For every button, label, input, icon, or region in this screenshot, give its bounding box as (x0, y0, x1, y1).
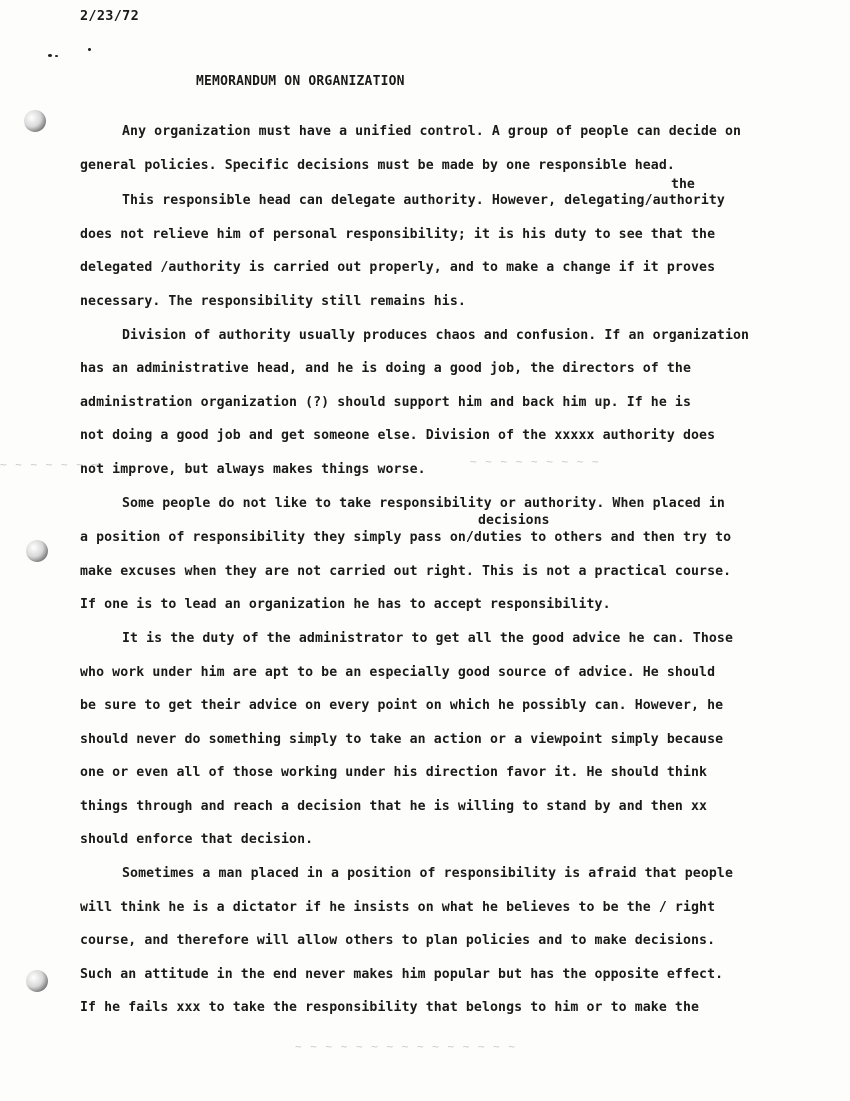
bleed-through-mark: ~ ~ ~ ~ ~ ~ ~ (0, 458, 100, 471)
text-line: should enforce that decision. (80, 832, 314, 847)
binder-hole-middle (26, 540, 48, 562)
text-line: be sure to get their advice on every point on which he possibly can. However, he (80, 698, 724, 713)
bleed-through-mark: ~ ~ ~ ~ ~ ~ ~ ~ ~ ~ ~ ~ ~ ~ ~ (295, 1040, 517, 1053)
text-line: Sometimes a man placed in a position of responsibility is afraid that people (122, 866, 734, 881)
text-line: If one is to lead an organization he has to accept responsibility. (80, 597, 611, 612)
text-line: course, and therefore will allow others to plan policies and to make decisions. (80, 933, 716, 948)
bleed-through-mark: ~ ~ ~ ~ ~ ~ ~ ~ ~ (470, 455, 600, 468)
text-line: who work under him are apt to be an especially good source of advice. He should (80, 665, 716, 680)
text-line: Such an attitude in the end never makes him popular but has the opposite effect. (80, 967, 724, 982)
text-line: Some people do not like to take responsibility or authority. When placed in (122, 496, 725, 511)
text-line: not doing a good job and get someone else. Division of the xxxxx authority does (80, 428, 716, 443)
text-line: Division of authority usually produces chaos and confusion. If an organization (122, 328, 750, 343)
text-line: should never do something simply to take an action or a viewpoint simply because (80, 732, 724, 747)
memo-title: MEMORANDUM ON ORGANIZATION (196, 74, 405, 89)
text-line: does not relieve him of personal responsibility; it is his duty to see that the (80, 227, 716, 242)
text-line: has an administrative head, and he is doing a good job, the directors of the (80, 361, 692, 376)
handwritten-insert: decisions (478, 513, 550, 528)
text-line: This responsible head can delegate authority. However, delegating/authority (122, 193, 725, 208)
text-line: If he fails xxx to take the responsibility that belongs to him or to make the (80, 1000, 700, 1015)
text-line: will think he is a dictator if he insists on what he believes to be the / right (80, 900, 716, 915)
binder-hole-bottom (26, 970, 48, 992)
text-line: make excuses when they are not carried out right. This is not a practical course. (80, 564, 732, 579)
ink-speck (55, 55, 58, 57)
binder-hole-top (24, 110, 46, 132)
text-line: not improve, but always makes things worse. (80, 462, 426, 477)
text-line: one or even all of those working under his direction favor it. He should think (80, 765, 708, 780)
text-line: a position of responsibility they simply pass on/duties to others and then try to (80, 530, 732, 545)
ink-speck (88, 48, 91, 51)
ink-speck (48, 54, 52, 57)
text-line: It is the duty of the administrator to get all the good advice he can. Those (122, 631, 734, 646)
memo-date: 2/23/72 (80, 8, 139, 24)
text-line: Any organization must have a unified control. A group of people can decide on (122, 124, 742, 139)
text-line: delegated /authority is carried out properly, and to make a change if it proves (80, 260, 716, 275)
text-line: things through and reach a decision that he is willing to stand by and then xx (80, 799, 708, 814)
handwritten-insert: the (671, 177, 695, 192)
text-line: necessary. The responsibility still remains his. (80, 294, 466, 309)
text-line: general policies. Specific decisions must be made by one responsible head. (80, 158, 675, 173)
text-line: administration organization (?) should support him and back him up. If he is (80, 395, 692, 410)
